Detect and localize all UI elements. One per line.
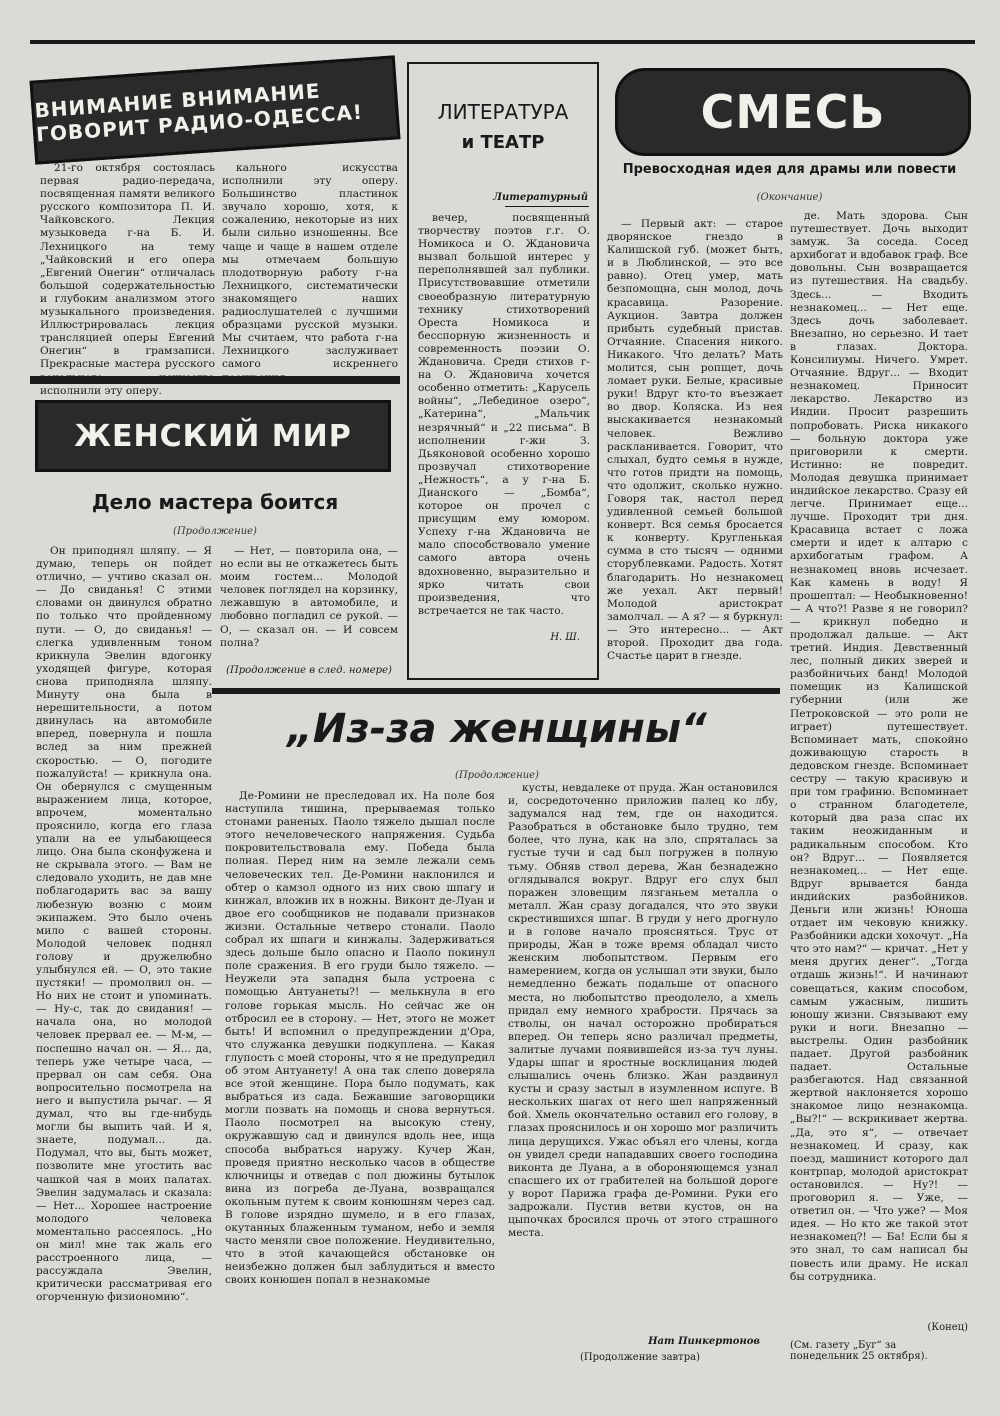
women-continued: (Продолжение в след. номере) <box>226 665 392 676</box>
literature-signature: Н. Ш. <box>550 632 580 643</box>
women-banner-text: ЖЕНСКИЙ МИР <box>74 418 352 454</box>
women-col1-text: Он приподнял шляпу. — Я думаю, теперь он пойдет отлично, — учтиво сказал он. — До свиданья! С этими словами он двинулся обратно по только что пройденному пути. — О, до свиданья! — слегка удивленным тоном крикнула Эвелин вдогонку уходящей фигуре, которая снова приподняла шляпу. Минуту она была в нерешительности, а потом двинулась на автомобиле вперед, повернула и пошла вслед за ним прежней скоростью. — О, погодите пожалуйста! — крикнула она. Он обернулся с смущенным выражением лица, которое, впрочем, моментально прояснило, когда его глаза упали на ее улыбающееся лицо. Она была сконфужена и не скрывала этого. — Вам не следовало уходить, не дав мне поблагодарить вас за вашу любезную возню с моим экипажем. Это было очень мило с вашей стороны. Молодой человек поднял голову и дружелюбно улыбнулся ей. — О, это такие пустяки! — промолвил он. — Но них не стоит и упоминать. — Ну-с, так до свидания! — начала она, но молодой человек прервал ее. — М-м, — поспешно начал он. — Я... да, теперь уже четыре часа, — прервал он сам себя. Она вопросительно посмотрела на него и выпустила рычаг. — Я думал, что вы где-нибудь могли бы выпить чай. И я, знаете, подумал... да. Подумал, что вы, быть может, позволите мне угостить вас чашкой чая в моих палатах. Эвелин задумалась и сказала: — Нет... Хорошее настроение молодого человека моментально рассеялось. „Но он мил! мне так жаль его расстроенного лица, — рассуждала Эвелин, критически рассматривая его огорченную физиономию“. <box>36 545 212 1304</box>
woman-subtitle: (Продолжение) <box>455 770 539 781</box>
radio-column-1 <box>40 162 215 397</box>
radio-column-2 <box>222 162 398 371</box>
radio-col2-text: кального искусства исполнили эту оперу. Большинство пластинок звучало хорошо, хотя, к сожалению, некоторые из них были сильно изношенны. Все чаще и чаще в нашем отделе мы отмечаем большую плодотворную работу г-на Лехницкого, систематически знакомящего наших радиослушателей с лучшими образцами русской музыки. Мы считаем, что работа г-на Лехницкого заслуживает самого искреннего <box>222 162 398 371</box>
radio-banner-text: ВНИМАНИЕ ВНИМАНИЕ ГОВОРИТ РАДИО-ОДЕССА! <box>33 78 364 147</box>
women-column-1 <box>36 545 212 1370</box>
women-column-2 <box>220 545 398 665</box>
smes-col2-text: де. Мать здорова. Сын путешествует. Дочь выходит замуж. За соседа. Сосед архибогат и вдобавок граф. Все довольны. Сын возвращается из путешествия. На свадьбу. Здесь... — Входить незнакомец... — Нет еще. Здесь дочь заболевает. Внезапно, но серьезно. И тает в глазах. Доктора. Консилиумы. Ничего. Умрет. Отчаяние. Вдруг... — Входит незнакомец. Приносит лекарство. Лекарство из Индии. Просит разрешить попробовать. Риска никакого — больную доктора уже приговорили к смерти. Истинно: не повредит. Молодая девушка принимает индийское лекарство. Сразу ей легче. Принимает еще... лучше. Проходит три дня. Красавица встает с ложа смерти и идет к алтарю с архибогатым графом. А незнакомец вновь исчезает. Как камень в воду! Я прошептал: — Необыкновенно! — А что?! Разве я не говорил? — крикнул победно и продолжал дальше. — Акт третий. Индия. Девственный лес, полный диких зверей и разбойничьих банд! Молодой помещик из Калишской губернии (или же Петроковской — это роли не играет) путешествует. Вспоминает мать, спокойно доживающую старость в дедовском гнезде. Вспоминает сестру — такую красивую и при том графиню. Вспоминает о странном благодетеле, который два раза спас их таким неожиданным и радикальным способом. Кто он? Вдруг... — Появляется незнакомец... — Нет еще. Вдруг врывается банда индийских разбойников. Деньги или жизнь! Юноша отдает им чековую книжку. Разбойники адски хохочут. „На что это нам?“ — кричат. „Нет у меня других денег“. „Тогда отдашь жизнь!“. И начинают совещаться, каким способом, самым ужасным, лишить юношу жизни. Связывают ему руки и ноги. Внезапно — выстрелы. Один разбойник падает. Другой разбойник падает. Остальные разбегаются. Над связанной жертвой наклоняется хорошо знакомое лицо незнакомца. „Вы?!“ — вскрикивает жертва. „Да, это я“, — отвечает незнакомец. И сразу, как поезд, машинист которого дал контрпар, молодой аристократ остановился. — Ну?! — проговорил я. — Уже, — ответил он. — Что уже? — Моя идея. — Но кто же такой этот незнакомец?! — Ба! Если бы я это знал, то сам написал бы повесть или драму. Не искал бы сотрудника. <box>790 210 968 1283</box>
woman-col1-text: Де-Ромини не преследовал их. На поле боя наступила тишина, прерываемая только стонами раненых. Паоло тяжело дышал после этого нечеловеческого напряжения. Судьба покровительствовала ему. Победа была полная. Перед ним на земле лежали семь человеческих тел. Де-Ромини наклонился и обтер о камзол одного из них свою шпагу и кинжал, вложив их в ножны. Виконт де-Луан и двое его сообщников не подавали признаков жизни. Остальные четверо стонали. Паоло собрал их шпаги и кинжалы. Задерживаться здесь дольше было опасно и Паоло покинул поле сражения. В его груди было тяжело. — Неужели эта западня была устроена с помощью Антуанеты?! — мелькнула в его голове горькая мысль. Но сейчас же он отбросил ее в сторону. — Нет, этого не может быть! И вспомнил о предупреждении д'Ора, что служанка девушки подкуплена. — Какая глупость с моей стороны, что я не предупредил об этом Антуанету! А она так слепо доверяла все этой женщине. Пора было подумать, как выбраться из сада. Бежавшие заговорщики могли позвать на помощь и снова вернуться. Паоло посмотрел на высокую стену, окружавшую сад и двинулся вдоль нее, ища способа выбраться наружу. Кучер Жан, проведя приятно несколько часов в обществе ключницы и отведав с пол дюжины бутылок вина из погреба де-Луана, возвращался окольным путем к своим конюшням через сад. В голове изрядно шумело, и в его глазах, окутанных блаженным туманом, небо и земля часто меняли свое положение. Неудивительно, что в этой качающейся обстановке он неизбежно должен был заблудиться и вместо своих конюшен попал в незнакомые <box>225 790 495 1287</box>
woman-top-rule <box>212 688 780 694</box>
literature-subhead: Литературный <box>493 192 588 203</box>
radio-banner <box>30 55 401 164</box>
smes-headline: Превосходная идея для драмы или повести <box>622 162 957 177</box>
woman-headline: „Из-за женщины“ <box>287 706 707 752</box>
smes-banner-text: СМЕСЬ <box>700 85 886 139</box>
women-subtitle: (Продолжение) <box>173 526 257 537</box>
smes-note: (См. газету „Буг“ за понедельник 25 октября). <box>790 1340 928 1362</box>
literature-title-2: и ТЕАТР <box>461 132 545 153</box>
woman-column-1 <box>225 790 495 1372</box>
women-headline: Дело мастера боится <box>91 490 339 514</box>
smes-end: (Конец) <box>927 1322 968 1333</box>
radio-bottom-rule <box>30 376 400 384</box>
literature-subhead-rule <box>505 206 589 207</box>
literature-body-text: вечер, посвященный творчеству поэтов г.г. О. Номикоса и О. Ждановича вызвал большой интерес у переполнявшей зал публики. Присутствовавшие отметили своеобразную литературную технику стихотворений Ореста Номикоса и бесспорную жизненность и современность поэзии О. Ждановича. Среди стихов г-на О. Ждановича хочется особенно отметить: „Карусель войны“, „Лебединое озеро“, „Катерина“, „Мальчик незрячный“ и „22 письма“. В исполнении г-жи З. Дьяконовой особенно хорошо прозвучал стихотворение „Нежность“, а у г-на Б. Дианского — „Бомба“, которое он прочел с присущим ему юмором. Успеху г-на Ждановича не мало способствовало умение самого автора очень вдохновенно, выразительно и ярко читать свои произведения, что встречается не так часто. <box>418 212 590 617</box>
woman-column-2 <box>508 782 778 1320</box>
woman-col2-text: кусты, невдалеке от пруда. Жан остановился и, сосредоточенно приложив палец ко лбу, задумался над тем, где он находится. Разобраться в обстановке было трудно, тем более, что луна, как на зло, спряталась за густые тучи и сад был погружен в полную тьму. Обняв ствол дерева, Жан безнадежно оглядывался вокруг. Вдруг его слух был поражен зловещим лязганьем металла о металл. Жан сразу догадался, что это звуки скрестившихся шпаг. В груди у него дрогнуло и в голове начало проясняться. Трус от природы, Жан в тоже время обладал чисто женским любопытством. Первым его намерением, когда он услышал эти звуки, было немедленно бежать подальше от опасного места, но любопытство преодолело, а хмель придал ему немного храбрости. Прячась за стволы, он начал осторожно пробираться вперед. Он теперь ясно различал предметы, залитые лучами появившейся из-за туч луны. Удары шпаг и яростные восклицания людей слышались очень близко. Жан раздвинул кусты и сразу застыл в изумленном испуге. В нескольких шагах от него шел напряженный бой. Хмель окончательно оставил его голову, в глазах прояснилось и он хорошо мог различить лица дерущихся. Ужас объял его члены, когда он увидел среди нападавших своего господина виконта де Луана, а в обороняющемся узнал спасшего их от грабителей на большой дороге у ворот Парижа графа де-Ромини. Руки его задрожали. Пустив ветви кустов, он на цыпочках бросился прочь от этого страшного места. <box>508 782 778 1240</box>
literature-body <box>418 212 590 627</box>
top-rule <box>30 40 975 44</box>
women-col2-text: — Нет, — повторила она, — но если вы не откажетесь быть моим гостем... Молодой человек поглядел на корзинку, лежавшую в автомобиле, и любовно погладил се рукой. — О, — сказал он. — И совсем полна? <box>220 545 398 649</box>
woman-continued: (Продолжение завтра) <box>580 1352 700 1363</box>
smes-banner <box>615 68 971 156</box>
smes-col1-text: — Первый акт: — старое дворянское гнездо в Калишской губ. (может быть, и в Люблинской, — это все равно). Отец умер, мать безпомощна, сын молод, дочь красавица. Разорение. Аукцион. Завтра должен прибыть судебный пристав. Отчаяние. Спасения никого. Никакого. Что делать? Мать молится, сын ропщет, дочь ломает руки. Белые, красивые руки! Вдруг кто-то въезжает во двор. Коляска. Из нея выскакивается незнакомый человек. Вежливо раскланивается. Говорит, что слыхал, будто семья в нужде, что готов придти на помощь, что одолжит, сколько нужно. Говоря так, настол перед удивленной семьей большой конверт. Вся семья бросается к конверту. Кругленькая сумма в сто тысяч — одними сторублевками. Радость. Хотят благодарить. Но незнакомец же уехал. Акт первый! Молодой аристократ замолчал. — А я? — я буркнул: — Это интересно... — Акт второй. Проходит два года. Счастье царит в гнезде. <box>607 218 783 663</box>
women-banner <box>35 400 391 472</box>
woman-signature: Нат Пинкертонов <box>648 1336 760 1347</box>
literature-title-1: ЛИТЕРАТУРА <box>437 100 569 124</box>
radio-col1-text: 21-го октября состоялась первая радио-передача, посвященная памяти великого русского композитора П. И. Чайковского. Лекция музыковеда г-на Б. И. Лехницкого на тему „Чайковский и его опера „Евгений Онегин“ отличалась большой содержательностью и глубоким анализмом этого музыкального произведения. Иллюстрировалась лекция трансляцией оперы Евгений Онегин“ в грамзаписи. Прекрасные мастера русского исполнили эту оперу. <box>40 162 215 397</box>
smes-subtitle: (Окончание) <box>756 192 823 203</box>
smes-column-1 <box>607 218 783 684</box>
smes-column-2 <box>790 210 968 1310</box>
